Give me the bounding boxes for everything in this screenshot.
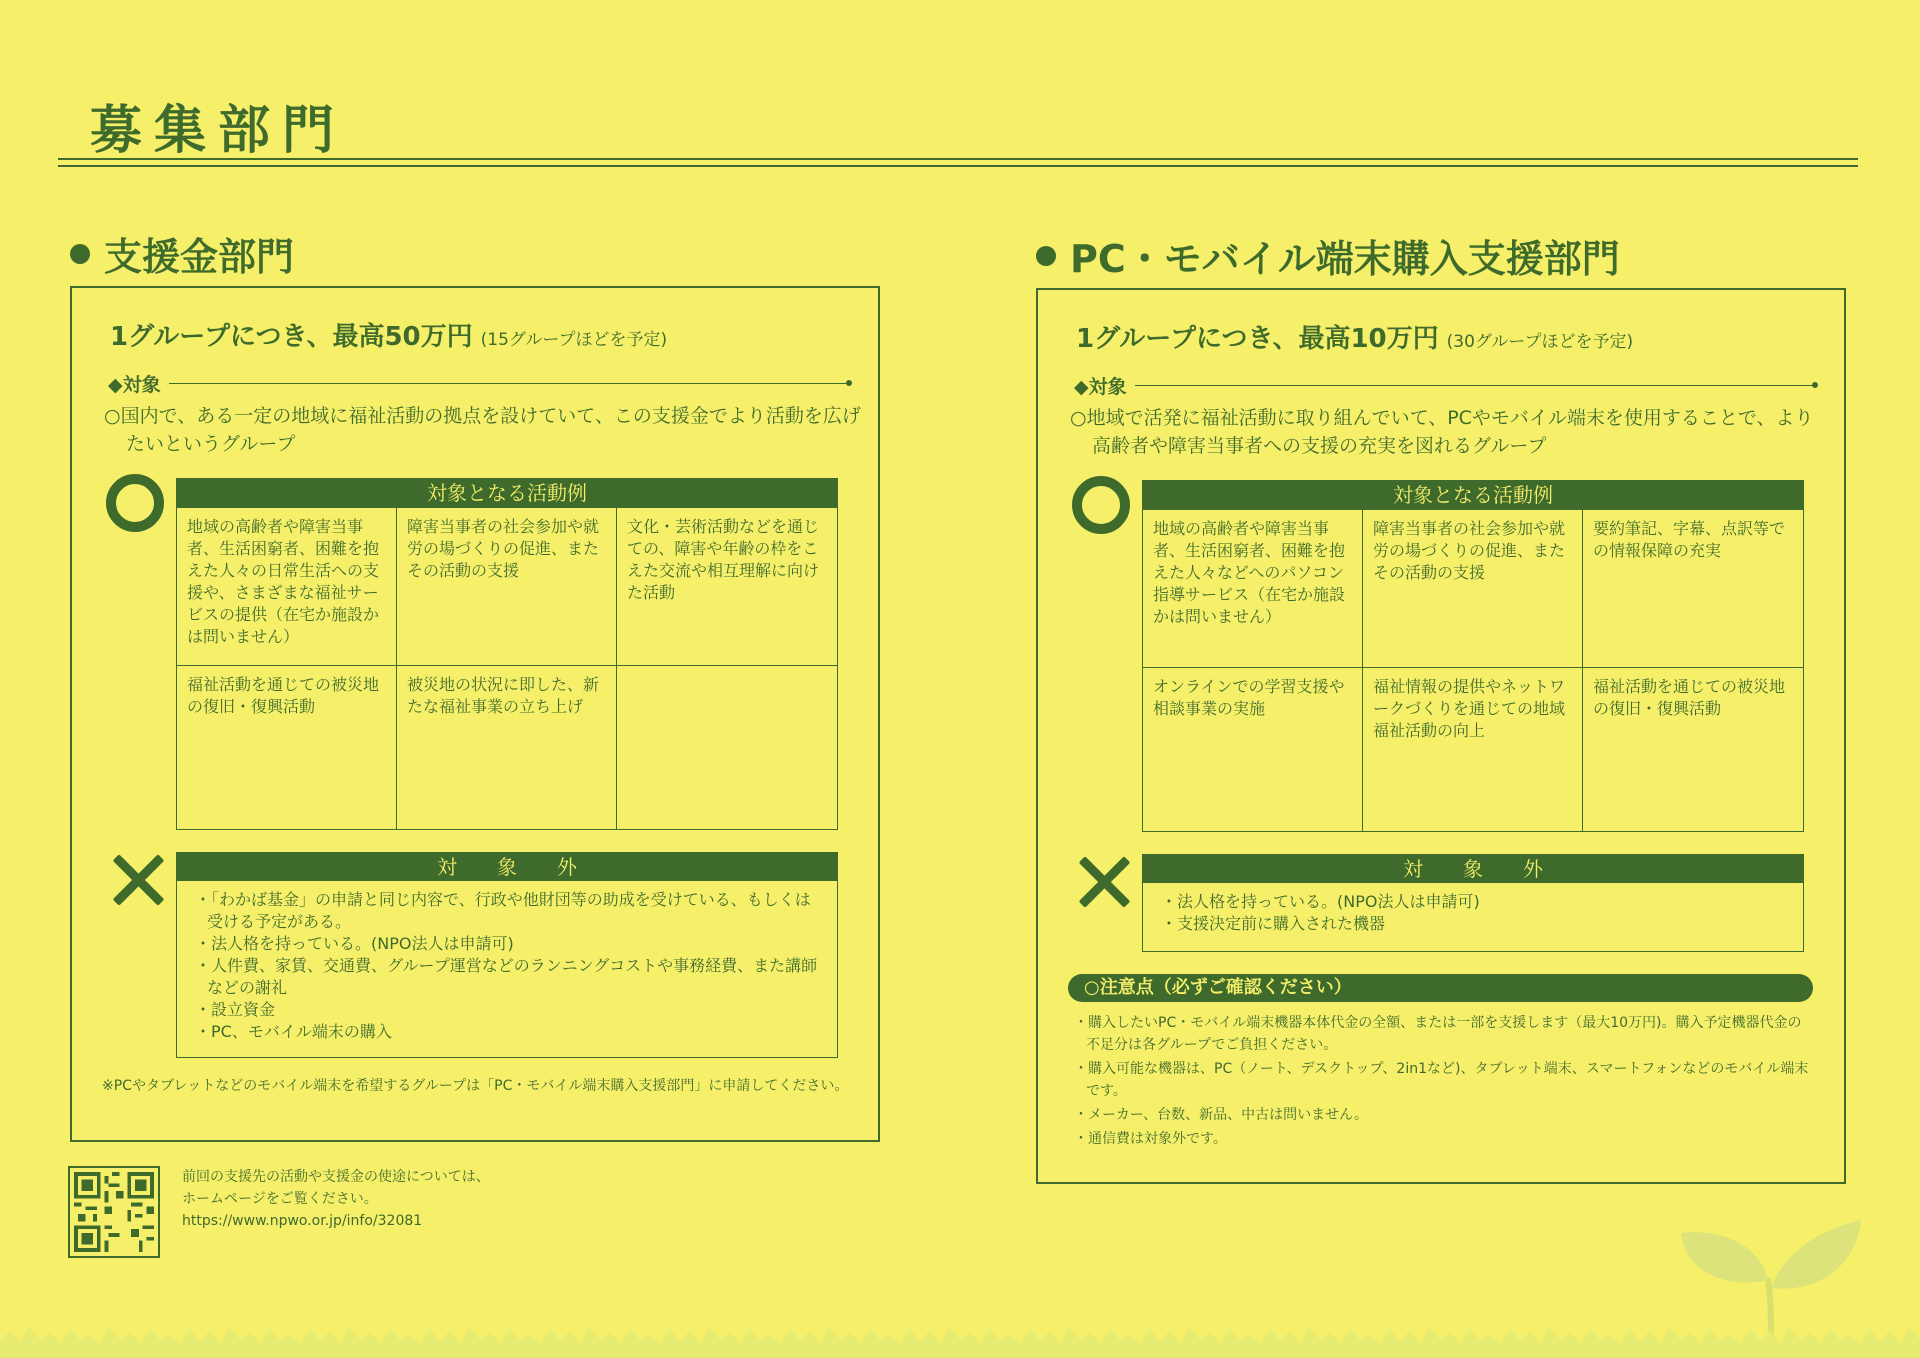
activities-table [176, 478, 838, 830]
caution-header: ○注意点（必ずご確認ください） [1068, 974, 1813, 1002]
section-heading-grant [70, 226, 294, 281]
target-description: ○国内で、ある一定の地域に福祉活動の拠点を設けていて、この支援金でより活動を広げたいというグループ [104, 405, 861, 455]
cross-ng-icon [1078, 856, 1130, 908]
activity-cell: 福祉情報の提供やネットワークづくりを通じての地域福祉活動の向上 [1363, 667, 1583, 831]
qr-code-icon [74, 1172, 154, 1252]
page-title: 募集部門 [90, 101, 347, 161]
amount-text: 1グループにつき、最高50万円 [110, 322, 473, 352]
amount-note: (30グループほどを予定) [1446, 332, 1634, 352]
target-divider [1135, 385, 1814, 386]
target-label-text: ◆対象 [1074, 376, 1127, 398]
activity-cell: 被災地の状況に即した、新たな福祉事業の立ち上げ [397, 665, 617, 829]
amount-note: (15グループほどを予定) [480, 330, 668, 350]
footnote: ※PCやタブレットなどのモバイル端末を希望するグループは「PC・モバイル端末購入支援部門」に申請してください。 [102, 1078, 849, 1094]
target-label [108, 370, 848, 397]
bullet-dot-icon [1036, 246, 1056, 266]
caution-item: ・ メーカー、台数、新品、中古は問いません。 [1074, 1104, 1814, 1126]
footer-text-line: 前回の支援先の活動や支援金の使途については、 [182, 1169, 490, 1185]
qr-code[interactable] [68, 1166, 160, 1258]
excluded-item: ・ 設立資金 [195, 999, 821, 1021]
activity-cell: 福祉活動を通じての被災地の復旧・復興活動 [1583, 667, 1803, 831]
caution-item: ・ 購入可能な機器は、PC（ノート、デスクトップ、2in1など)、タブレット端末、スマートフォンなどのモバイル端末です。 [1074, 1058, 1814, 1102]
activity-cell: 文化・芸術活動などを通じての、障害や年齢の枠をこえた交流や相互理解に向けた活動 [617, 507, 837, 665]
section-heading-text: PC・モバイル端末購入支援部門 [1070, 237, 1620, 281]
activity-cell: 地域の高齢者や障害当事者、生活困窮者、困難を抱えた人々の日常生活への支援や、さまざまな福祉サービスの提供（在宅か施設かは問いません） [177, 507, 397, 665]
caution-list [1074, 1012, 1814, 1152]
title-divider [58, 158, 1858, 167]
caution-item: ・ 購入したいPC・モバイル端末機器本体代金の全額、または一部を支援します（最大10万円)。購入予定機器代金の不足分は各グループでご負担ください。 [1074, 1012, 1814, 1056]
section-heading-pc [1036, 228, 1620, 283]
circle-ok-icon [1072, 476, 1130, 534]
activity-cell: 要約筆記、字幕、点訳等での情報保障の充実 [1583, 509, 1803, 667]
caution-item: ・ 通信費は対象外です。 [1074, 1128, 1814, 1150]
target-divider [169, 383, 848, 384]
activity-cell: 障害当事者の社会参加や就労の場づくりの促進、またその活動の支援 [1363, 509, 1583, 667]
amount-text: 1グループにつき、最高10万円 [1076, 324, 1439, 354]
section-heading-text: 支援金部門 [104, 235, 295, 279]
excluded-item: ・ 法人格を持っている。(NPO法人は申請可) [195, 933, 821, 955]
excluded-list [1143, 883, 1803, 943]
activities-header: 対象となる活動例 [1143, 481, 1803, 509]
footer-url-link[interactable]: https://www.npwo.or.jp/info/32081 [182, 1213, 423, 1229]
excluded-header: 対象外 [177, 853, 837, 881]
activity-cell: 地域の高齢者や障害当事者、生活困窮者、困難を抱えた人々などへのパソコン指導サービス（在宅か施設かは問いません） [1143, 509, 1363, 667]
circle-ok-icon [106, 474, 164, 532]
activity-cell: 障害当事者の社会参加や就労の場づくりの促進、またその活動の支援 [397, 507, 617, 665]
excluded-item: ・ PC、モバイル端末の購入 [195, 1021, 821, 1043]
bullet-dot-icon [70, 244, 90, 264]
footer-text-line: ホームページをご覧ください。 [182, 1191, 378, 1207]
pc-amount [1076, 318, 1633, 355]
excluded-box [176, 852, 838, 1058]
grass-border-icon [0, 1318, 1920, 1358]
cross-ng-icon [112, 854, 164, 906]
activity-cell: オンラインでの学習支援や相談事業の実施 [1143, 667, 1363, 831]
footer-info [182, 1166, 542, 1232]
target-label-text: ◆対象 [108, 374, 161, 396]
grant-amount [110, 316, 667, 353]
excluded-item: ・ 支援決定前に購入された機器 [1161, 913, 1787, 935]
activity-cell [617, 665, 837, 829]
excluded-item: ・ 人件費、家賃、交通費、グループ運営などのランニングコストや事務経費、また講師などの謝礼 [195, 955, 821, 999]
activity-cell: 福祉活動を通じての被災地の復旧・復興活動 [177, 665, 397, 829]
pc-panel [1036, 288, 1846, 1184]
target-label [1074, 372, 1814, 399]
activities-header: 対象となる活動例 [177, 479, 837, 507]
grant-panel [70, 286, 880, 1142]
activities-table [1142, 480, 1804, 832]
excluded-list [177, 881, 837, 1051]
target-description: ○地域で活発に福祉活動に取り組んでいて、PCやモバイル端末を使用することで、より高齢者や障害当事者への支援の充実を図れるグループ [1070, 407, 1814, 457]
excluded-box [1142, 854, 1804, 952]
excluded-header: 対象外 [1143, 855, 1803, 883]
excluded-item: ・ 法人格を持っている。(NPO法人は申請可) [1161, 891, 1787, 913]
excluded-item: ・ 「わかば基金」の申請と同じ内容で、行政や他財団等の助成を受けている、もしくは受ける予定がある。 [195, 889, 821, 933]
